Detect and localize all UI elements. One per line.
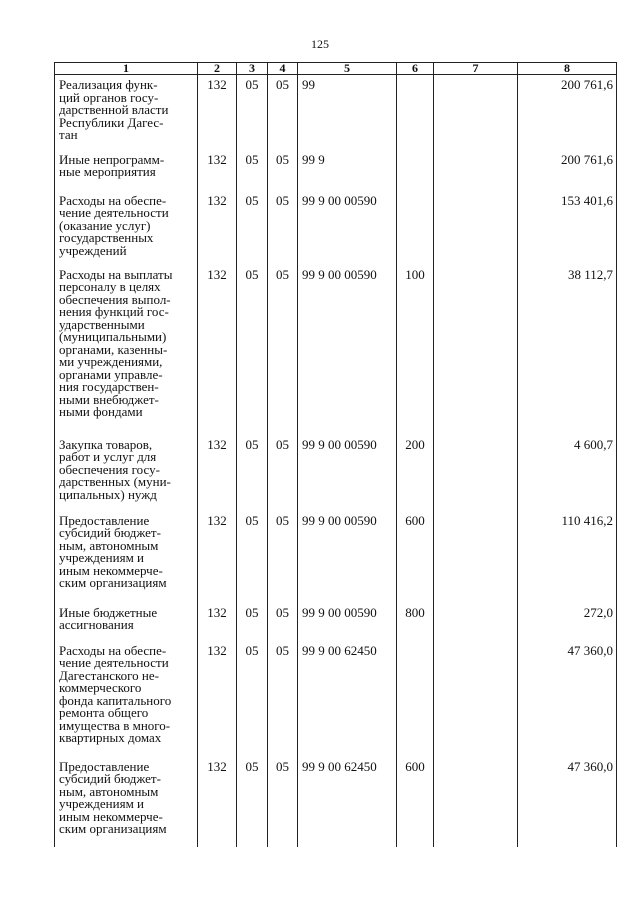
expense-type-cell: 800 (397, 603, 434, 641)
admin-code-cell: 132 (198, 265, 237, 435)
column-header: 8 (518, 63, 617, 75)
budget-table (54, 62, 617, 847)
page-number: 125 (311, 37, 329, 51)
amount-cell: 153 401,6 (518, 191, 617, 265)
column-7-cell (434, 75, 518, 150)
column-7-cell (434, 757, 518, 847)
section-cell: 05 (237, 150, 268, 191)
column-header: 4 (268, 63, 298, 75)
amount-cell: 47 360,0 (518, 641, 617, 757)
amount-cell: 200 761,6 (518, 150, 617, 191)
column-7-cell (434, 150, 518, 191)
table-row (55, 435, 617, 511)
column-header: 3 (237, 63, 268, 75)
subsection-cell: 05 (268, 265, 298, 435)
row-name-cell (55, 150, 198, 191)
row-name-cell (55, 511, 198, 603)
section-cell: 05 (237, 191, 268, 265)
table-row (55, 75, 617, 150)
table-row (55, 191, 617, 265)
column-header: 2 (198, 63, 237, 75)
row-name: Предоставление субсидий бюджет- ным, автономным учреждениям и иным некоммерче- ским организациям (59, 512, 167, 590)
row-name: Реализация функ- ций органов госу- дарственной власти Республики Дагес- тан (59, 77, 169, 142)
subsection-cell: 05 (268, 641, 298, 757)
section-cell: 05 (237, 641, 268, 757)
expense-type-cell (397, 641, 434, 757)
target-article-cell: 99 9 00 62450 (298, 641, 397, 757)
expense-type-cell (397, 150, 434, 191)
section-cell: 05 (237, 603, 268, 641)
row-name-cell (55, 435, 198, 511)
subsection-cell: 05 (268, 191, 298, 265)
section-cell: 05 (237, 435, 268, 511)
column-7-cell (434, 265, 518, 435)
table-row (55, 511, 617, 603)
amount-cell: 110 416,2 (518, 511, 617, 603)
column-7-cell (434, 603, 518, 641)
column-7-cell (434, 435, 518, 511)
column-header: 6 (397, 63, 434, 75)
admin-code-cell: 132 (198, 191, 237, 265)
amount-cell: 38 112,7 (518, 265, 617, 435)
amount-cell: 47 360,0 (518, 757, 617, 847)
admin-code-cell: 132 (198, 603, 237, 641)
row-name: Иные бюджетные ассигнования (59, 604, 158, 632)
column-header: 5 (298, 63, 397, 75)
column-7-cell (434, 191, 518, 265)
admin-code-cell: 132 (198, 757, 237, 847)
row-name-cell (55, 265, 198, 435)
expense-type-cell: 100 (397, 265, 434, 435)
row-name: Расходы на обеспе- чение деятельности Дагестанского не- коммерческого фонда капитального ремонта общего имущества в много- квартирных домах (59, 642, 172, 745)
table-row (55, 757, 617, 847)
table-row (55, 603, 617, 641)
section-cell: 05 (237, 511, 268, 603)
subsection-cell: 05 (268, 75, 298, 150)
row-name-cell (55, 641, 198, 757)
target-article-cell: 99 9 00 00590 (298, 265, 397, 435)
subsection-cell: 05 (268, 435, 298, 511)
target-article-cell: 99 9 00 62450 (298, 757, 397, 847)
table-row (55, 265, 617, 435)
admin-code-cell: 132 (198, 641, 237, 757)
amount-cell: 200 761,6 (518, 75, 617, 150)
target-article-cell: 99 9 00 00590 (298, 511, 397, 603)
section-cell: 05 (237, 757, 268, 847)
row-name: Расходы на обеспе- чение деятельности (оказание услуг) государственных учреждений (59, 192, 169, 258)
column-7-cell (434, 511, 518, 603)
column-header: 1 (55, 63, 198, 75)
table-row (55, 150, 617, 191)
row-name-cell (55, 191, 198, 265)
table-row (55, 641, 617, 757)
row-name: Расходы на выплаты персоналу в целях обеспечения выпол- нения функций гос- ударственными (муниципальными) органами, казенны- ми учреждениями, органами управле- ния государствен- ными внебюджет- ными фондами (59, 266, 173, 419)
admin-code-cell: 132 (198, 75, 237, 150)
target-article-cell: 99 9 00 00590 (298, 435, 397, 511)
admin-code-cell: 132 (198, 150, 237, 191)
target-article-cell: 99 9 00 00590 (298, 191, 397, 265)
subsection-cell: 05 (268, 757, 298, 847)
amount-cell: 272,0 (518, 603, 617, 641)
row-name: Закупка товаров, работ и услуг для обеспечения госу- дарственных (муни- ципальных) нужд (59, 436, 171, 502)
expense-type-cell (397, 75, 434, 150)
subsection-cell: 05 (268, 150, 298, 191)
row-name-cell (55, 757, 198, 847)
expense-type-cell: 200 (397, 435, 434, 511)
expense-type-cell: 600 (397, 511, 434, 603)
target-article-cell: 99 9 00 00590 (298, 603, 397, 641)
row-name: Предоставление субсидий бюджет- ным, автономным учреждениям и иным некоммерче- ским организациям (59, 758, 167, 836)
table-header-row (55, 63, 617, 75)
row-name-cell (55, 603, 198, 641)
subsection-cell: 05 (268, 511, 298, 603)
subsection-cell: 05 (268, 603, 298, 641)
expense-type-cell (397, 191, 434, 265)
row-name-cell (55, 75, 198, 150)
column-7-cell (434, 641, 518, 757)
section-cell: 05 (237, 75, 268, 150)
target-article-cell: 99 9 (298, 150, 397, 191)
expense-type-cell: 600 (397, 757, 434, 847)
column-header: 7 (434, 63, 518, 75)
target-article-cell: 99 (298, 75, 397, 150)
amount-cell: 4 600,7 (518, 435, 617, 511)
admin-code-cell: 132 (198, 511, 237, 603)
admin-code-cell: 132 (198, 435, 237, 511)
row-name: Иные непрограмм- ные мероприятия (59, 151, 165, 179)
section-cell: 05 (237, 265, 268, 435)
